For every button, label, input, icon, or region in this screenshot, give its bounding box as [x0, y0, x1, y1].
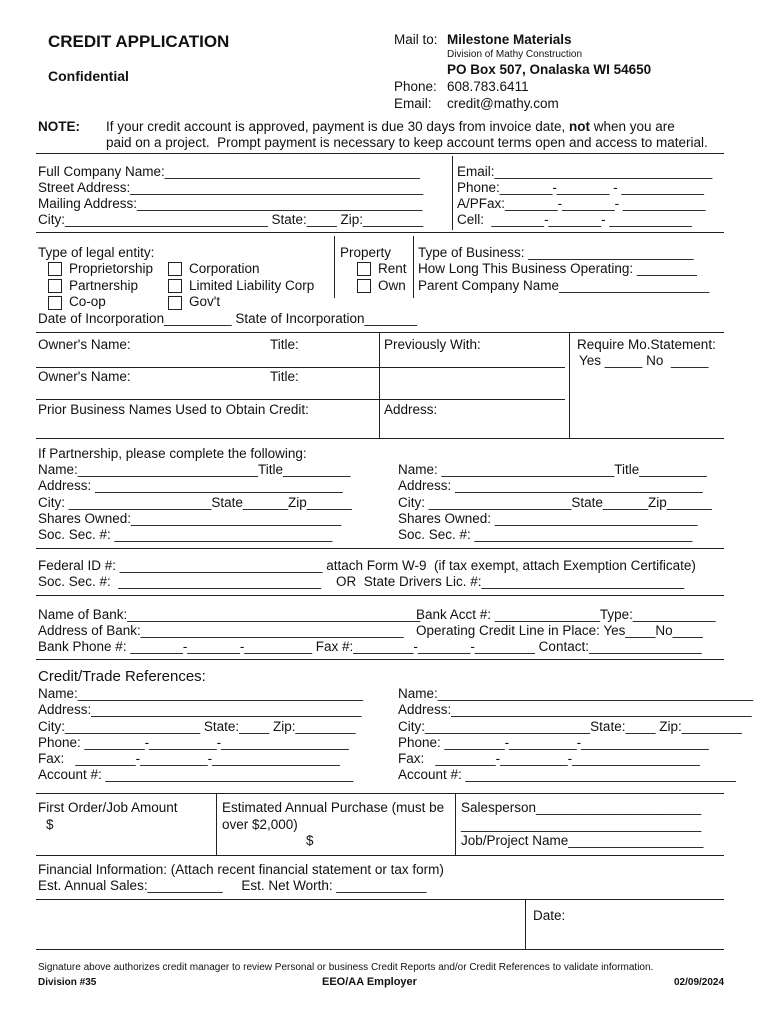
partnership-intro: If Partnership, please complete the following: [38, 446, 307, 461]
phone-label: Phone: [394, 79, 437, 94]
phone-field[interactable]: Phone:_______-_______ - ___________ [457, 180, 704, 195]
require-statement-yes-no[interactable]: Yes _____ No _____ [579, 353, 709, 368]
annual-purchase-amount-field[interactable]: $ [306, 833, 314, 848]
govt-label: Gov't [189, 294, 221, 309]
bank-phone-field[interactable]: Bank Phone #: _______-_______-_________ Fax #:________-_______-________ Contact:_______________ [38, 639, 702, 654]
ap-fax-field[interactable]: A/PFax:_______-_______- ___________ [457, 196, 706, 211]
business-type-field[interactable]: Type of Business: ______________________ [418, 245, 694, 260]
divider [36, 153, 724, 154]
partner-1-name-field[interactable]: Name:________________________Title_________ [38, 462, 351, 477]
revision-date: 02/09/2024 [674, 977, 725, 988]
partnership-label: Partnership [69, 278, 139, 293]
reference-2-account-field[interactable]: Account #: ____________________________________ [398, 767, 736, 782]
company-name: Milestone Materials [447, 32, 572, 47]
own-label: Own [378, 278, 406, 293]
note-line-2: paid on a project. Prompt payment is necessary to keep account terms open and access to material. [106, 135, 708, 150]
previously-with-field[interactable]: Previously With: [384, 337, 481, 352]
reference-2-address-field[interactable]: Address:________________________________________ [398, 702, 752, 717]
partner-1-ssn-field[interactable]: Soc. Sec. #: _____________________________ [38, 527, 333, 542]
partner-1-address-field[interactable]: Address: _________________________________ [38, 478, 343, 493]
company-name-field[interactable]: Full Company Name:__________________________________ [38, 164, 421, 179]
reference-2-city-field[interactable]: City:______________________State:____ Zip:________ [398, 719, 742, 734]
prior-address-field[interactable]: Address: [384, 402, 438, 417]
partner-2-address-field[interactable]: Address: _________________________________ [398, 478, 703, 493]
owner-name-2-field[interactable]: Owner's Name: [38, 369, 131, 384]
mailing-address-field[interactable]: Mailing Address:______________________________________ [38, 196, 423, 211]
reference-1-city-field[interactable]: City:__________________ State:____ Zip:________ [38, 719, 356, 734]
email-address: credit@mathy.com [447, 96, 559, 111]
incorporation-field[interactable]: Date of Incorporation_________ State of Incorporation_______ [38, 311, 418, 326]
divider [379, 332, 380, 438]
sales-networth-field[interactable]: Est. Annual Sales:__________ Est. Net Worth: ____________ [38, 878, 427, 893]
annual-purchase-label: Estimated Annual Purchase (must be [222, 800, 445, 815]
reference-2-fax-field[interactable]: Fax: ________-_________-_________________ [398, 751, 700, 766]
partnership-checkbox[interactable] [48, 279, 62, 293]
signature-line [36, 949, 724, 950]
cell-field[interactable]: Cell: _______-_______- ___________ [457, 212, 692, 227]
reference-1-name-field[interactable]: Name:______________________________________ [38, 686, 364, 701]
salesperson-field[interactable]: Salesperson______________________ [461, 800, 702, 815]
form-title: CREDIT APPLICATION [48, 32, 230, 51]
divider [525, 899, 526, 949]
first-order-amount-field[interactable]: $ [46, 817, 54, 832]
property-label: Property [340, 245, 392, 260]
divider [36, 332, 724, 333]
owner-title-2-field[interactable]: Title: [270, 369, 299, 384]
first-order-label: First Order/Job Amount [38, 800, 178, 815]
confidential-label: Confidential [48, 68, 129, 84]
credit-line-field[interactable]: Operating Credit Line in Place: Yes____No____ [416, 623, 703, 638]
signature-authorization: Signature above authorizes credit manager to review Personal or business Credit Reports and/or Credit References to validate information. [38, 962, 654, 973]
proprietorship-checkbox[interactable] [48, 262, 62, 276]
owner-title-1-field[interactable]: Title: [270, 337, 299, 352]
note-label: NOTE: [38, 119, 80, 134]
corporation-label: Corporation [189, 261, 260, 276]
divider [455, 793, 456, 855]
reference-2-name-field[interactable]: Name:__________________________________________ [398, 686, 754, 701]
parent-company-field[interactable]: Parent Company Name____________________ [418, 278, 710, 293]
prior-names-field[interactable]: Prior Business Names Used to Obtain Credit: [38, 402, 309, 417]
divider [569, 332, 570, 438]
divider [36, 548, 724, 549]
divider [36, 367, 565, 368]
business-duration-field[interactable]: How Long This Business Operating: ________ [418, 261, 697, 276]
llc-checkbox[interactable] [168, 279, 182, 293]
legal-entity-label: Type of legal entity: [38, 245, 155, 260]
corporation-checkbox[interactable] [168, 262, 182, 276]
ssn-or-license-field[interactable]: Soc. Sec. #: ___________________________ OR State Drivers Lic. #:___________________________ [38, 574, 685, 589]
partner-2-ssn-field[interactable]: Soc. Sec. #: _____________________________ [398, 527, 693, 542]
reference-1-address-field[interactable]: Address:____________________________________ [38, 702, 362, 717]
job-project-name-field[interactable]: Job/Project Name__________________ [461, 833, 704, 848]
coop-checkbox[interactable] [48, 296, 62, 310]
require-statement-label: Require Mo.Statement: [577, 337, 716, 352]
divider [36, 659, 724, 660]
partner-2-city-field[interactable]: City: ___________________State______Zip______ [398, 495, 712, 510]
rent-label: Rent [378, 261, 407, 276]
bank-address-field[interactable]: Address of Bank:___________________________________ [38, 623, 404, 638]
salesperson-blank-line[interactable]: ________________________________ [461, 817, 702, 832]
date-field[interactable]: Date: [533, 908, 566, 923]
partner-1-city-field[interactable]: City: ___________________State______Zip______ [38, 495, 352, 510]
divider [36, 855, 724, 856]
divider [36, 399, 565, 400]
partner-1-shares-field[interactable]: Shares Owned:____________________________ [38, 511, 342, 526]
reference-1-fax-field[interactable]: Fax: ________-_________-_________________ [38, 751, 340, 766]
bank-account-field[interactable]: Bank Acct #: ______________Type:___________ [416, 607, 716, 622]
email-field[interactable]: Email:_____________________________ [457, 164, 713, 179]
street-address-field[interactable]: Street Address:_______________________________________ [38, 180, 424, 195]
govt-checkbox[interactable] [168, 296, 182, 310]
division-number: Division #35 [38, 977, 97, 988]
division-of: Division of Mathy Construction [447, 49, 583, 60]
mail-to-label: Mail to: [394, 32, 438, 47]
rent-checkbox[interactable] [357, 262, 371, 276]
owner-name-1-field[interactable]: Owner's Name: [38, 337, 131, 352]
divider [334, 236, 335, 298]
divider [36, 793, 724, 794]
divider [36, 232, 724, 233]
partner-2-name-field[interactable]: Name: _______________________Title_________ [398, 462, 707, 477]
bank-name-field[interactable]: Name of Bank:_______________________________________ [38, 607, 421, 622]
divider [36, 595, 724, 596]
divider [216, 793, 217, 855]
reference-1-phone-field[interactable]: Phone: ________-_________-_________________ [38, 735, 349, 750]
references-title: Credit/Trade References: [38, 668, 206, 685]
reference-1-account-field[interactable]: Account #: _________________________________ [38, 767, 354, 782]
city-state-zip-field[interactable]: City:___________________________ State:____ Zip:________ [38, 212, 424, 227]
proprietorship-label: Proprietorship [69, 261, 154, 276]
phone-number: 608.783.6411 [447, 79, 529, 94]
annual-purchase-label-2: over $2,000) [222, 817, 298, 832]
financial-info-label: Financial Information: (Attach recent financial statement or tax form) [38, 862, 444, 877]
divider [36, 899, 724, 900]
eeo-statement: EEO/AA Employer [322, 976, 417, 988]
email-label: Email: [394, 96, 432, 111]
coop-label: Co-op [69, 294, 106, 309]
federal-id-field[interactable]: Federal ID #: ___________________________ attach Form W-9 (if tax exempt, attach Exemption Certificate) [38, 558, 696, 573]
partner-2-shares-field[interactable]: Shares Owned: ___________________________ [398, 511, 698, 526]
divider [452, 156, 453, 230]
reference-2-phone-field[interactable]: Phone: ________-_________-_________________ [398, 735, 709, 750]
divider [413, 236, 414, 298]
note-line-1: If your credit account is approved, payment is due 30 days from invoice date, not when you are [106, 119, 675, 134]
llc-label: Limited Liability Corp [189, 278, 315, 293]
divider [36, 438, 724, 439]
own-checkbox[interactable] [357, 279, 371, 293]
po-box: PO Box 507, Onalaska WI 54650 [447, 62, 652, 77]
